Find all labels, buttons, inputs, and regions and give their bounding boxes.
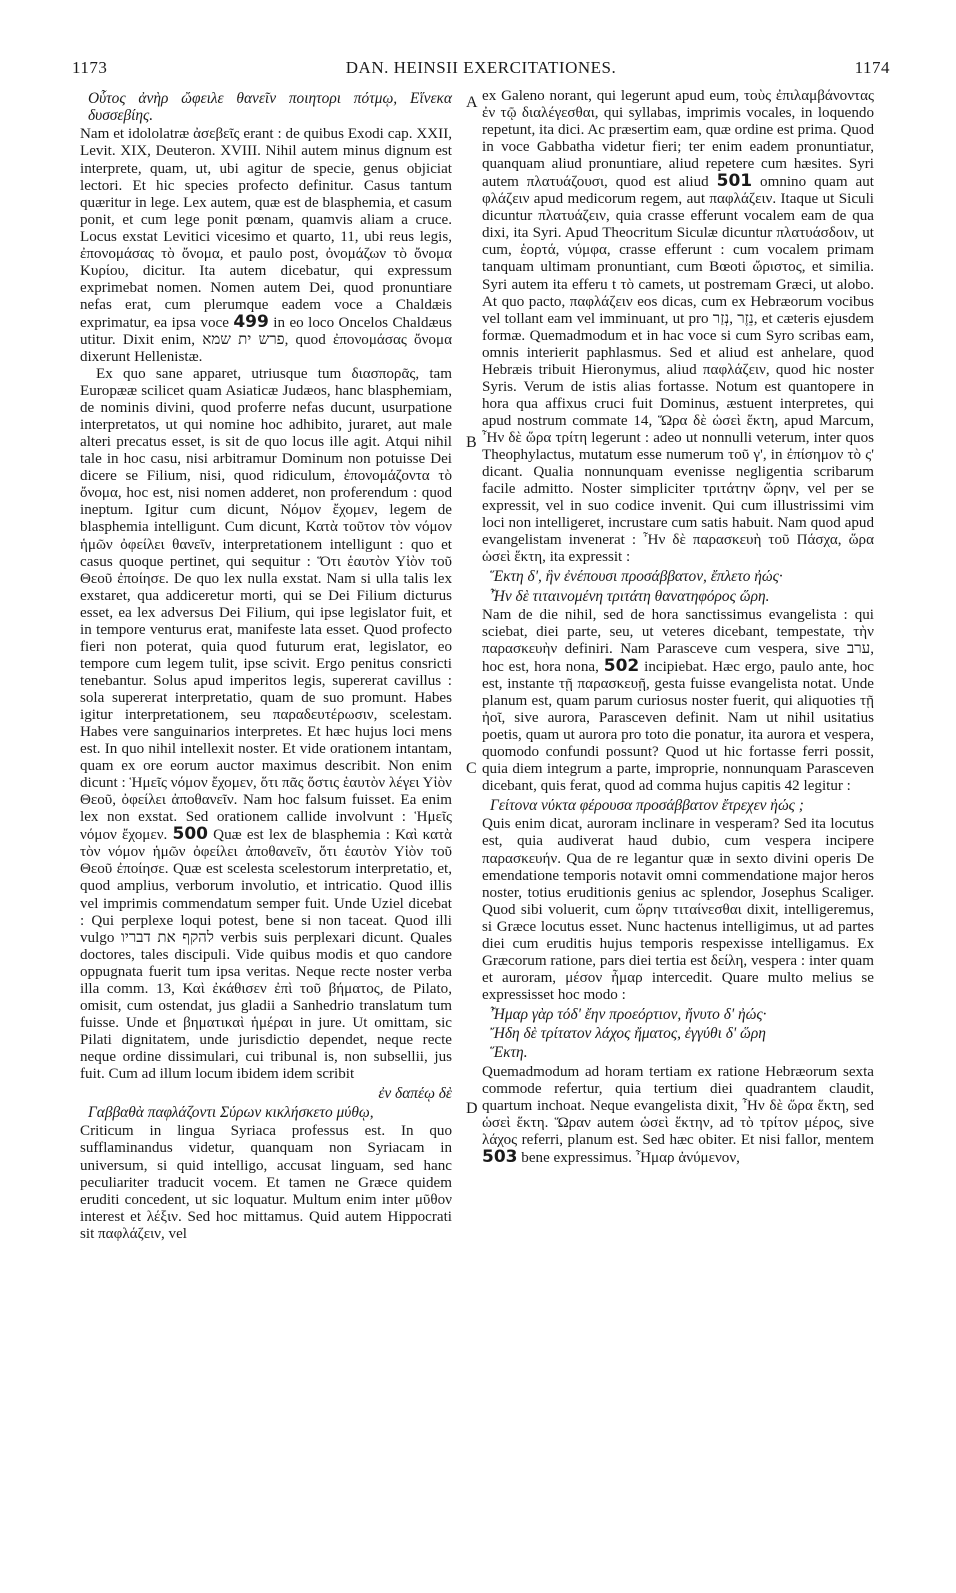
paragraph-text: ex Galeno norant, qui legerunt apud eum, τοὺς ἐπιλαμβάνοντας ἐν τῷ διαλέγεσθαι, qui syllabas, imprimis vocales, in loquendo repetunt, ita dici. Ac præsertim eam, quæ ordine est prima. Quod in voce Gabbatha videtur fieri; ter enim eadem pronuntiatur, quanquam aliud pronuntiare, aliud repetere cum hæsites. Syri autem πλατυάζουσι, quod est aliud: [482, 88, 874, 191]
verse-line: Γαββαθὰ παφλάζοντι Σύρων κικλήσκετο μύθῳ,: [88, 1104, 374, 1122]
right-page-number: 1174: [854, 58, 890, 77]
margin-letter-b: B: [466, 434, 477, 451]
verse-line: Ἕκτη.: [490, 1044, 528, 1062]
left-column: [80, 88, 452, 1243]
running-header: [72, 58, 890, 82]
paragraph-text: Quemadmodum ad horam tertiam ex ratione Hebræorum sexta commode refertur, quia tertium diei quadrantem claudit, quartum inchoat. Neque evangelista dixit, Ἦν δὲ ὥρα ἕκτη, sed ὡσεὶ ἕκτη. Ὥραν autem ὡσεὶ ἕκτην, ad τὸ τρίτον μέρος, sive λάχος referri, planum est. Sed hæc obiter. Et nisi fallor, mentem: [482, 1063, 874, 1148]
verse-line: Ἤδη δὲ τρίτατον λάχος ἤματος, ἐγγύθι δ' ὥρη: [490, 1025, 766, 1043]
paragraph-text: Nam et idololatræ ἀσεβεῖς erant : de quibus Exodi cap. XXII, Levit. XIX, Deuteron. XVIII. Nihil autem minus dignum est interprete, quam, ut, ubi agitur de specie, genus objiciat lectori. Et hic species profecto definitur. Casus tantum quæritur in lege. Lex autem, quæ est de blasphemia, et casum ponit, et cum lege ponit pœnam, quamvis aliam a cruce. Locus exstat Levitici vicesimo et quarto, 11, ubi reus legis, ἐπονομάσας τὸ ὄνομα, et paulo post, ὀνομάζων τὸ ὄνομα Κυρίου, dicitur. Ita autem dicebatur, qui expressum exprimebat nomen. Nomen autem Dei, quod pronuntiare nefas erat, cum plerumque eadem voce a Chaldæis exprimatur, ea ipsa voce: [80, 126, 452, 331]
right-column: [482, 88, 874, 1167]
section-marker: 500: [172, 824, 208, 845]
paragraph-text: in eo loco Oncelos Chaldæus utitur. Dixit enim, פרש ית שמא, quod ἐπονομάσας ὄνομα dixerunt Hellenistæ.: [80, 314, 452, 366]
paragraph: [482, 88, 874, 566]
section-marker: 499: [233, 311, 269, 332]
paragraph: [80, 1123, 452, 1242]
paragraph-text: Criticum in lingua Syriaca professus est. In quo sufflaminandus videtur, quanquam non Syriacam in universum, si quid intelligo, accusat linguam, sed hanc peculiariter traducit vocem. Et tamen ne Græce quidem eruditi concedent, ut sic loquatur. Multum enim inter μῦθον interest et λέξιν. Sed hoc mittamus. Quid autem Hippocrati sit παφλάζειν, vel: [80, 1123, 452, 1242]
paragraph-text: omnino quam aut φλάζειν apud medicorum regem, aut παφλάζειν. Itaque ut Siculi dicuntur πλατυάζειν, quia crasse efferunt vocalem eam de qua dixi, ita Syri. Apud Theocritum Siculæ dicuntur πλατυάσδοιν, ut cum, ἑορτά, νύμφα, crasse efferunt : cum vocalem primam tanquam ultimam pronuntiant, cum Bœoti ὤριστος, et similia. Syri autem ita efferu t τὸ camets, ut postremam Græci, ut alobo. At quo pacto, παφλάζειν eos dicas, cum ex Hebræorum vocibus vel tollant eam vel imminuant, ut pro נֵזֶר ,נְזַר, et cæteris ejusdem formæ. Quemadmodum et in hac voce si cum Syro scribas eam, omnis interierit paphlasmus. Sed et aliud est anhelare, quod Hebræis tribuit Hieronymus, aliud παφλάζειν, quod hic noster Syris. Verum de istis alias fortasse. Notum est quantopere in hora qua affixus cruci fuit Dominus, æstuent interpretes, qui apud nostrum commate 14, Ὥρα δὲ ὡσεὶ ἕκτη, apud Marcum, Ἦν δὲ ὥρα τρίτη legerunt : adeo ut nonnulli veterum, inter quos Theophylactus, mutatum esse numerum τοῦ γ', in ἐπίσημον τὸ ς' dicant. Qualia nonnunquam evenisse negligentia scribarum facile admitto. Noster simpliciter τριτάτην ὥρην, vel per se expressit, vel in suo codice invenit. Qui cum illustrissimi vim loci non intelligeret, incrustare cum satis habuit. Nam quod apud evangelistam invenerat : Ἦν δὲ παρασκευὴ τοῦ Πάσχα, ὥρα ὡσεὶ ἕκτη, ita expressit :: [482, 174, 874, 566]
paragraph-text: Quis enim dicat, auroram inclinare in vesperam? Sed ita locutus est, quia audiverat haud dubio, cum vespera incipere παρασκευήν. Qua de re legantur quæ in sexto divini operis De emendatione temporis notavit omni commendatione major heros noster, totius eruditionis genius ac splendor, Josephus Scaliger. Quod sibi voluerit, cum ὥρην τιταίνεσθαι dixit, intelligeremus, si Græce locutus esset. Nunc hactenus intelligimus, ut ad partes diei cum eruditis hujus temporis respexisse intelligamus. Ex Græcorum ratione, pars diei tertia est δείλη, vespera : inter quam et auroram, μέσον ἦμαρ intercedit. Quare multo melius se expressisset hoc modo :: [482, 816, 874, 1003]
verse-line: Ἦν δὲ τιταινομένη τριτάτη θανατηφόρος ὥρη.: [490, 587, 770, 605]
margin-letter-c: C: [466, 760, 477, 777]
paragraph-text: Ex quo sane apparet, utriusque tum διασπορᾶς, tam Europææ scilicet quam Asiaticæ Judæos, hanc blasphemiam, de nominis divini, quod proferre nefas ducunt, usurpatione interpretatos, ut qui nomine hoc adhibito, juraret, aut male alteri precatus esset, is sit de quo locus ille agit. Atqui nihil tale in hoc casu, nisi arbitramur Dominum non potuisse Dei dicere se Filium, nisi, quod ridiculum, ἐπονομάζοντα τὸ ὄνομα, hoc est, nisi nomen adderet, non proferendum : quod ineptum. Igitur cum dicunt, Νόμον ἔχομεν, legem de blasphemia intelligunt. Cum dicunt, Κατὰ τοῦτον τὸν νόμον ἡμῶν ὀφείλει θανεῖν, interpretationem intelligunt : quo et casus quoque pertinet, qui sequitur : Ὅτι ἑαυτὸν Υἱὸν τοῦ Θεοῦ ἐποίησε. De quo lex nulla exstat. Nam si ulla talis lex exstaret, qua addiceretur morti, qui se Dei Filium dicturus esset, ea lex adversus Dei Filium, qui ipse legislator fuit, et in tempore venturus erat, manifeste lata esset. Quod profecto fieri non poterat, quia quod futurum erat, legislator, eo tempore cum legem tulit, ipse scivit. Ergo penitus consricti tenebantur. Solus apud imperitos legis, supererat cavillus : sola supererat interpretatio, quam de suo promunt. Habes igitur interpretationem, seu παραδευτέρωσιν, scelestam. Habes vere sanguinarios interpretes. Et hæc hujus loci mens est. In quo nihil intellexit noster. Et vide orationem intantam, quam ex ore eorum auctor maximus describit. Non enim dicunt : Ἡμεῖς νόμον ἔχομεν, ὅτι πᾶς ὅστις ἑαυτὸν λέγει Υἱὸν Θεοῦ, ὀφείλει ἀποθανεῖν. Nam hoc falsum fuisset. Ea enim lex non exstat. Sed orationem callide involvunt : Ἡμεῖς νόμον ἔχομεν.: [80, 366, 452, 844]
paragraph-text: bene expressimus. Ἦμαρ ἀνύμενον,: [521, 1149, 740, 1166]
paragraph: [80, 366, 452, 1083]
paragraph-text: incipiebat. Hæc ergo, paulo ante, hoc est, instante τῇ παρασκευῇ, gesta fuisse evangelista notat. Unde planum est, quam parum curiosus noster fuerit, qui aliquoties τῇ ἠοῖ, sive aurora, Parasceven definit. Nam ut nihil usitatius poetis, quam ut aurora pro toto die ponatur, ita aurora et vespera, quomodo confundi possunt? Quod ut hic fortasse ferri possit, quia diem integrum a parte, improprie, nonnunquam Parasceven dicebant, quis ferat, quod ad comma hujus capitis 42 legitur :: [482, 658, 874, 795]
section-marker: 502: [603, 655, 640, 676]
paragraph: [482, 816, 874, 1004]
left-page-number: 1173: [72, 58, 108, 77]
margin-letter-a: A: [466, 94, 478, 111]
section-marker: 501: [716, 171, 753, 192]
margin-letter-d: D: [466, 1100, 478, 1117]
paragraph: [482, 607, 874, 796]
verse-line: Οὗτος ἀνὴρ ὤφειλε θανεῖν ποιητορι πότμῳ, Εἵνεκα δυσσεβίης.: [88, 90, 452, 125]
paragraph-text: Nam de die nihil, sed de hora sanctissimus evangelista : qui sciebat, diei parte, seu, ut veteres dicebant, tempestate, τὴν παρασκευὴν definiri. Nam Parasceve cum vespera, sive ערב, hoc est, hora nona,: [482, 606, 874, 675]
running-title: DAN. HEINSII EXERCITATIONES.: [345, 58, 617, 77]
section-marker: 503: [482, 1146, 518, 1167]
paragraph: [80, 126, 452, 366]
verse-line: Γείτονα νύκτα φέρουσα προσάββατον ἔτρεχεν ἠώς ;: [490, 797, 804, 815]
verse-line: ἐν δαπέῳ δὲ: [378, 1085, 452, 1103]
verse-line: Ἕκτη δ', ἣν ἐνέπουσι προσάββατον, ἔπλετο ἠώς·: [490, 568, 783, 586]
paragraph: [482, 1064, 874, 1167]
paragraph-text: Quæ est lex de blasphemia : Καὶ κατὰ τὸν νόμον ἡμῶν ὀφείλει ἀποθανεῖν, ὅτι ἑαυτὸν Υἱὸν τοῦ Θεοῦ ἐποίησε. Quæ est scelesta scelestorum interpretatio, et, quod amplius, verborum involutio, et intricatio. Quod illis vel imprimis commendatum semper fuit. Unde Uziel dicebat : Qui perplexe loqui potest, bene si non taceat. Quod illi vulgo להקף את דבריו verbis suis perplexari dicunt. Quales doctores, tales discipuli. Vide quibus modis et quo candore oppugnata fuerit tum ipsa veritas. Neque recte noster verba illa comm. 13, Καὶ ἐκάθισεν ἐπὶ τοῦ βήματος, de Pilato, omisit, cum ostendat, jus gladii a Sanhedrio translatum tum fuisse. Unde et βηματικαὶ ἡμέραι in jure. Ut omittam, sic Pilati dignitatem, unde jurisdictio dependet, neque recte neque ordine dissimulari, cui tribunal is, non subsellii, jus fuit. Cum ad illum locum ibidem idem scribit: [80, 827, 453, 1082]
verse-line: Ἦμαρ γὰρ τόδ' ἔην προεόρτιον, ἤνυτο δ' ἠώς·: [490, 1005, 767, 1023]
